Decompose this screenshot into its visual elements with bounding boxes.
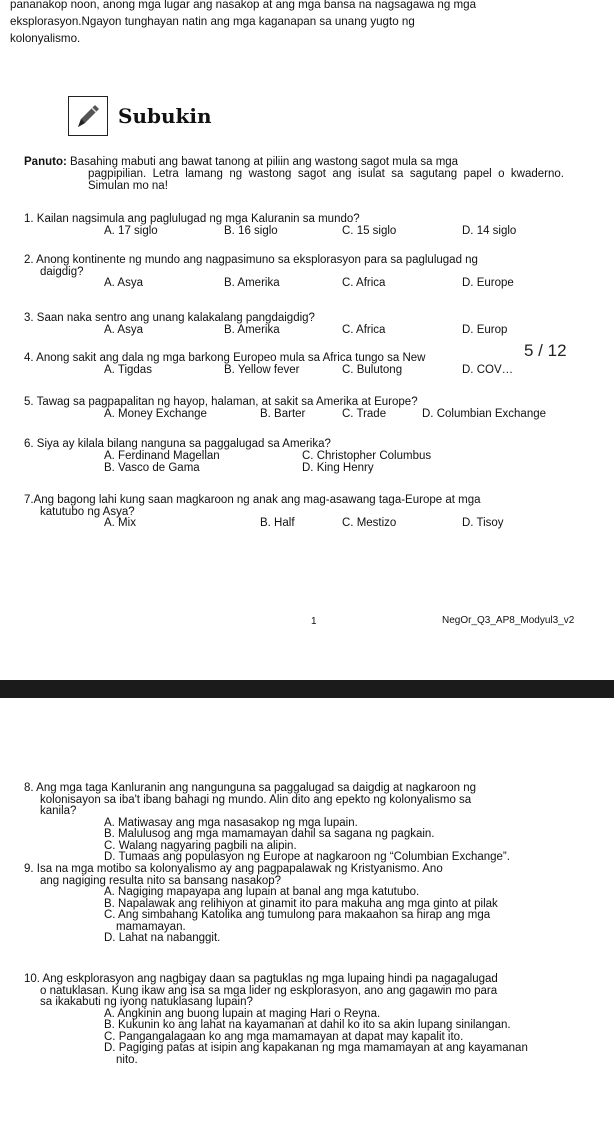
option-a: A. Ferdinand Magellan [104, 449, 220, 462]
option-d: D. Europ [462, 323, 508, 336]
question-stem: 6. Siya ay kilala bilang nanguna sa paggalugad sa Amerika? [24, 438, 331, 450]
question-stem: 3. Saan naka sentro ang unang kalakalang pangdaigdig? [24, 312, 315, 324]
page-separator [0, 680, 614, 698]
pencil-icon [68, 96, 108, 136]
instructions-label: Panuto: [24, 156, 67, 168]
footer-module-code: NegOr_Q3_AP8_Modyul3_v2 [442, 615, 575, 626]
option-b: B. 16 siglo [224, 224, 278, 237]
option-a: A. Asya [104, 277, 143, 289]
question-stem: 9. Isa na mga motibo sa kolonyalismo ay ang pagpapalawak ng Kristyanismo. Ano [24, 863, 443, 875]
question-stem: 1. Kailan nagsimula ang paglulugad ng mga Kaluranin sa mundo? [24, 213, 360, 225]
option-b: B. Barter [260, 407, 306, 420]
option-b: B. Kukunin ko ang lahat na kayamanan at dahil ko ito sa akin lupang sinilangan. [104, 1019, 511, 1031]
option-a: A. Angkinin ang buong lupain at maging Hari o Reyna. [104, 1007, 381, 1020]
option-d: D. 14 siglo [462, 224, 517, 237]
question-stem: 8. Ang mga taga Kanluranin ang nangunguna sa paggalugad sa daigdig at nagkaroon ng [24, 782, 477, 794]
option-c: C. 15 siglo [342, 224, 397, 237]
document-page-2 [0, 764, 614, 1134]
question-4 [24, 353, 584, 377]
instructions [24, 156, 564, 192]
option-c: C. Christopher Columbus [302, 449, 432, 462]
question-5 [24, 397, 584, 421]
option-c: C. Trade [342, 407, 387, 420]
instructions-text-cont: pagpipilian. Letra lamang ng wastong sagot ang isulat sa sagutang papel o kwaderno. Simulan mo na! [88, 168, 564, 192]
question-stem: 5. Tawag sa pagpapalitan ng hayop, halaman, at sakit sa Amerika at Europe? [24, 396, 418, 408]
question-stem-cont: kolonisayon sa iba't ibang bahagi ng mundo. Alin dito ang epekto ng kolonyalismo sa [40, 793, 472, 806]
option-b: B. Yellow fever [224, 363, 300, 376]
option-d: D. Columbian Exchange [422, 407, 547, 420]
option-d: D. Tisoy [462, 517, 504, 529]
question-7 [24, 495, 584, 530]
section-title: Subukin [118, 103, 212, 128]
question-6 [24, 439, 584, 475]
question-stem: 7.Ang bagong lahi kung saan magkaroon ng anak ang mag-asawang taga-Europe at mga [24, 494, 481, 506]
option-d: D. Tumaas ang populasyon ng Europe at nagkaroon ng “Columbian Exchange”. [104, 851, 510, 863]
option-a: A. Asya [104, 323, 143, 336]
option-c: C. Walang nagyaring pagbili na alipin. [104, 839, 297, 852]
question-stem: 2. Anong kontinente ng mundo ang nagpasimuno sa eksplorasyon para sa paglulugad ng [24, 254, 478, 266]
page-counter-overlay: 5 / 12 [524, 341, 567, 360]
question-stem: 4. Anong sakit ang dala ng mga barkong Europeo mula sa Africa tungo sa New [24, 352, 426, 364]
question-stem-cont: o natuklasan. Kung ikaw ang isa sa mga lider ng eskplorasyon, ano ang gagawin mo para [40, 984, 498, 997]
question-2 [24, 255, 584, 290]
option-c: C. Bulutong [342, 363, 403, 376]
option-b: B. Amerika [224, 323, 280, 336]
question-9 [24, 864, 584, 945]
option-b: B. Half [260, 517, 295, 529]
question-stem-cont: katutubo ng Asya? [40, 505, 135, 518]
option-d: D. COV… [462, 363, 514, 376]
option-b: B. Napalawak ang relihiyon at ginamit ito para makuha ang mga ginto at pilak [104, 897, 498, 910]
option-d: D. Pagiging patas at isipin ang kapakanan ng mga mamamayan at ang kayamanan [104, 1042, 528, 1054]
question-stem: 10. Ang eskplorasyon ang nagbigay daan sa pagtuklas ng mga lupaing hindi pa nagagalugad [24, 973, 498, 985]
question-3 [24, 313, 584, 337]
intro-line: eksplorasyon.Ngayon tunghayan natin ang mga kaganapan sa unang yugto ng [10, 15, 415, 28]
page-number: 1 [311, 616, 317, 627]
option-a: A. Mix [104, 517, 136, 529]
option-a: A. 17 siglo [104, 224, 158, 237]
option-d: D. King Henry [302, 461, 374, 474]
question-1 [24, 214, 584, 238]
option-b: B. Amerika [224, 277, 280, 289]
option-c: C. Pangangalagaan ko ang mga mamamayan at dapat may kapalit ito. [104, 1030, 464, 1043]
option-b: B. Malulusog ang mga mamamayan dahil sa sagana ng pagkain. [104, 828, 435, 840]
option-a: A. Nagiging mapayapa ang lupain at banal ang mga katutubo. [104, 886, 420, 898]
intro-line: kolonyalismo. [10, 32, 81, 45]
question-10 [24, 974, 584, 1066]
question-8 [24, 783, 584, 864]
option-c: C. Ang simbahang Katolika ang tumulong para makaahon sa hirap ang mga [104, 909, 491, 921]
intro-line: pananakop noon, anong mga lugar ang nasakop at ang mga bansa na nagsagawa ng mga [10, 0, 477, 11]
option-d-cont: nito. [116, 1053, 138, 1066]
question-stem-cont: kanila? [40, 805, 77, 817]
option-d: D. Lahat na nabanggit. [104, 932, 221, 944]
option-a: A. Money Exchange [104, 407, 207, 420]
option-a: A. Tigdas [104, 363, 152, 376]
option-a: A. Matiwasay ang mga nasasakop ng mga lupain. [104, 816, 358, 829]
section-header-subukin [68, 94, 212, 138]
question-stem-cont: daigdig? [40, 265, 84, 278]
question-stem-cont: sa ikakabuti ng iyong natuklasang lupain? [40, 996, 253, 1008]
option-c-cont: mamamayan. [116, 920, 186, 933]
question-stem-cont: ang nagiging resulta nito sa bansang nasakop? [40, 874, 282, 887]
instructions-text: Basahing mabuti ang bawat tanong at piliin ang wastong sagot mula sa mga [70, 156, 459, 168]
option-c: C. Africa [342, 323, 386, 336]
option-c: C. Africa [342, 277, 386, 289]
option-b: B. Vasco de Gama [104, 461, 200, 474]
page-gap [0, 698, 614, 764]
option-d: D. Europe [462, 277, 514, 289]
intro-paragraph [10, 0, 605, 47]
option-c: C. Mestizo [342, 517, 397, 529]
